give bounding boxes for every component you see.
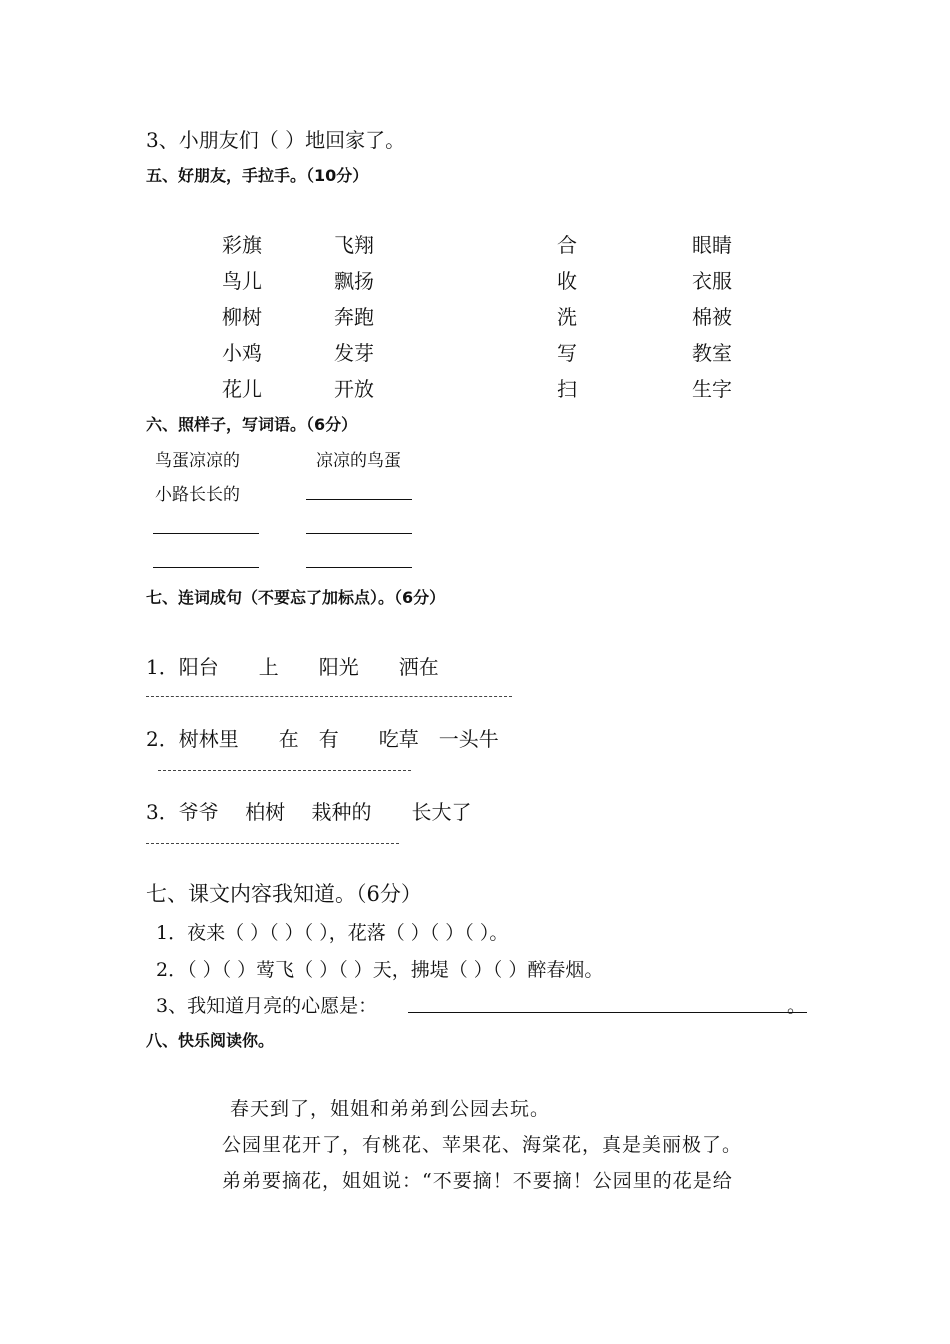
word-item: 花儿 <box>222 377 262 401</box>
moon-wish-label: 3、我知道月亮的心愿是： <box>156 995 378 1017</box>
word-item: 鸟儿 <box>222 269 262 293</box>
word-item: 收 <box>557 269 577 293</box>
word-item: 教室 <box>692 341 732 365</box>
story-paragraph: 弟弟要摘花，姐姐说：“不要摘！不要摘！公园里的花是给 <box>222 1170 733 1192</box>
answer-blank[interactable] <box>153 567 259 568</box>
word-item: 小鸡 <box>222 341 262 365</box>
word-item: 发芽 <box>334 341 374 365</box>
answer-line[interactable] <box>146 696 512 697</box>
sentence-item-2: 2．树林里 在 有 吃草 一头牛 <box>146 727 499 751</box>
answer-blank[interactable] <box>306 567 412 568</box>
word-item: 扫 <box>557 377 577 401</box>
word-item: 奔跑 <box>334 305 374 329</box>
word-item: 合 <box>557 233 577 257</box>
answer-blank[interactable] <box>306 499 412 500</box>
word-item: 洗 <box>557 305 577 329</box>
word-item: 棉被 <box>692 305 732 329</box>
answer-line[interactable] <box>158 770 411 771</box>
word-item: 写 <box>557 341 577 365</box>
answer-line[interactable] <box>146 843 399 844</box>
example-right: 凉凉的鸟蛋 <box>316 451 401 471</box>
word-item: 飘扬 <box>334 269 374 293</box>
word-item: 眼睛 <box>692 233 732 257</box>
item-2-left: 小路长长的 <box>155 485 240 505</box>
moon-wish-blank[interactable] <box>408 1012 807 1013</box>
word-item: 飞翔 <box>334 233 374 257</box>
sentence-item-3: 3．爷爷 柏树 栽种的 长大了 <box>146 800 472 824</box>
word-item: 衣服 <box>692 269 732 293</box>
section-6-heading: 六、照样子，写词语。（6分） <box>146 415 358 434</box>
section-8-heading: 八、快乐阅读你。 <box>146 1031 275 1050</box>
answer-blank[interactable] <box>306 533 412 534</box>
example-left: 鸟蛋凉凉的 <box>155 451 240 471</box>
answer-blank[interactable] <box>153 533 259 534</box>
word-item: 开放 <box>334 377 374 401</box>
poem-line-1: 1．夜来（ ）（ ）（ ），花落（ ）（ ）（ ）。 <box>156 922 509 944</box>
section-7b-heading: 七、课文内容我知道。（6分） <box>146 882 422 906</box>
section-5-heading: 五、好朋友，手拉手。（10分） <box>146 166 369 185</box>
word-item: 柳树 <box>222 305 262 329</box>
poem-line-2: 2．（ ）（ ）莺飞（ ）（ ）天，拂堤（ ）（ ）醉春烟。 <box>156 959 604 981</box>
story-paragraph: 公园里花开了，有桃花、苹果花、海棠花，真是美丽极了。 <box>222 1134 743 1156</box>
sentence-item-1: 1．阳台 上 阳光 洒在 <box>146 655 439 679</box>
word-item: 彩旗 <box>222 233 262 257</box>
question-3-top: 3、小朋友们（ ）地回家了。 <box>146 128 406 152</box>
word-item: 生字 <box>692 377 732 401</box>
moon-wish-end: 。 <box>787 995 807 1017</box>
story-paragraph: 春天到了，姐姐和弟弟到公园去玩。 <box>230 1098 551 1120</box>
section-7a-heading: 七、连词成句（不要忘了加标点）。（6分） <box>146 588 446 607</box>
